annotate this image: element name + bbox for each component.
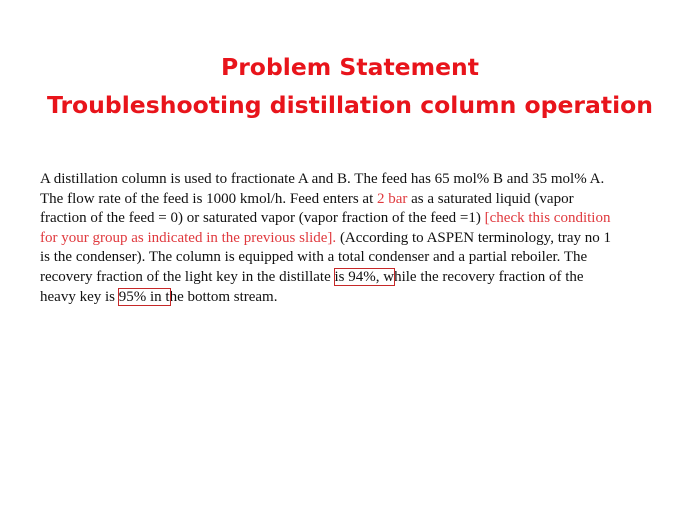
text-span: recovery fraction of the light key in the distillate [40, 268, 335, 285]
text-span: is the condenser). The column is equipped with a total condenser and a partial reboiler. The [40, 249, 588, 266]
paragraph-line-1 [40, 170, 665, 190]
pressure-highlight: 2 bar [376, 190, 408, 207]
paragraph-line-4 [40, 229, 665, 249]
text-span: fraction of the feed = 0) or saturated vapor (vapor fraction of the feed =1) [40, 210, 485, 227]
heavy-key-recovery-box: 95% in t [118, 288, 170, 305]
condition-note-highlight: for your group as indicated in the previous slide]. [40, 229, 337, 246]
paragraph-line-6 [40, 268, 665, 288]
text-span: he bottom stream. [169, 288, 278, 305]
text-span: hile the recovery fraction of the [394, 268, 584, 285]
paragraph-line-2 [40, 190, 665, 210]
title-line-2: Troubleshooting distillation column operation [47, 91, 653, 119]
text-span: The flow rate of the feed is 1000 kmol/h. Feed enters at [40, 190, 377, 207]
title-line-1: Problem Statement [220, 53, 480, 81]
text-span: A distillation column is used to fractionate A and B. The feed has 65 mol% B and 35 mol% A. [40, 171, 605, 187]
paragraph-line-3 [40, 209, 665, 229]
light-key-recovery-box: is 94%, w [334, 268, 395, 285]
problem-statement-paragraph [40, 170, 665, 307]
text-span: (According to ASPEN terminology, tray no 1 [336, 229, 612, 246]
condition-note-highlight: [check this condition [484, 210, 611, 227]
slide-title [0, 48, 700, 124]
paragraph-line-5 [40, 248, 665, 268]
text-span: heavy key is [40, 288, 119, 305]
paragraph-line-7 [40, 288, 665, 308]
text-span: as a saturated liquid (vapor [407, 190, 574, 207]
